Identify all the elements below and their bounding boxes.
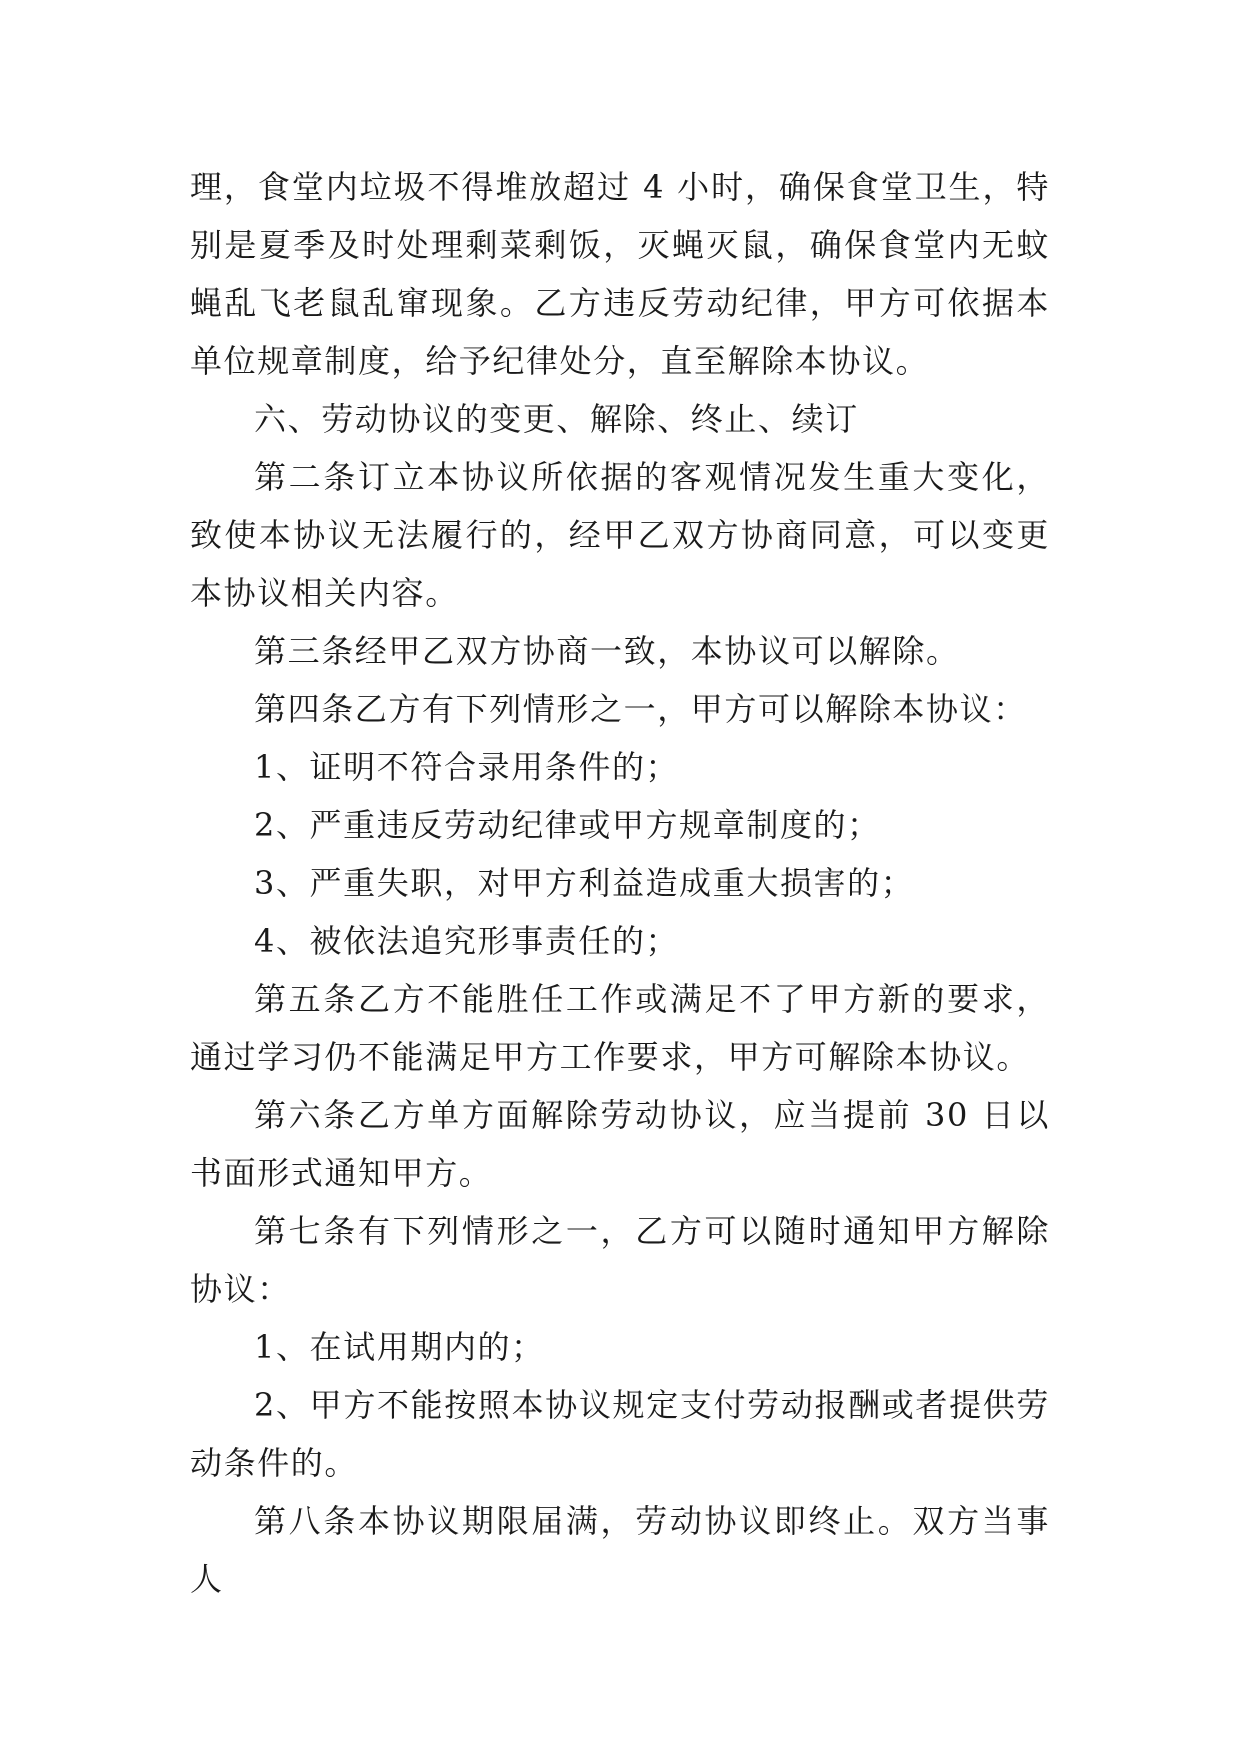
article-7: 第七条有下列情形之一，乙方可以随时通知甲方解除协议： [190,1212,1050,1308]
article-4-item-2: 2、严重违反劳动纪律或甲方规章制度的； [254,806,881,844]
article-7-item-1: 1、在试用期内的； [254,1328,545,1366]
article-6: 第六条乙方单方面解除劳动协议，应当提前 30 日以书面形式通知甲方。 [190,1096,1050,1192]
article-3: 第三条经甲乙双方协商一致，本协议可以解除。 [254,632,960,670]
article-4: 第四条乙方有下列情形之一，甲方可以解除本协议： [254,690,1027,728]
paragraph-continuation: 理，食堂内垃圾不得堆放超过 4 小时，确保食堂卫生，特别是夏季及时处理剩菜剩饭，灭蝇灭鼠，确保食堂内无蚊蝇乱飞老鼠乱窜现象。乙方违反劳动纪律，甲方可依据本单位规章制度，给予纪律处分，直至解除本协议。 [190,168,1050,380]
article-4-item-1: 1、证明不符合录用条件的； [254,748,680,786]
article-4-item-4: 4、被依法追究形事责任的； [254,922,680,960]
article-7-item-2: 2、甲方不能按照本协议规定支付劳动报酬或者提供劳动条件的。 [190,1386,1050,1482]
article-8: 第八条本协议期限届满，劳动协议即终止。双方当事人 [190,1502,1050,1598]
article-5: 第五条乙方不能胜任工作或满足不了甲方新的要求，通过学习仍不能满足甲方工作要求，甲方可解除本协议。 [190,980,1050,1076]
article-2: 第二条订立本协议所依据的客观情况发生重大变化，致使本协议无法履行的，经甲乙双方协商同意，可以变更本协议相关内容。 [190,458,1050,612]
section-heading: 六、劳动协议的变更、解除、终止、续订 [254,400,859,438]
document-body [190,158,1050,1608]
article-4-item-3: 3、严重失职，对甲方利益造成重大损害的； [254,864,915,902]
